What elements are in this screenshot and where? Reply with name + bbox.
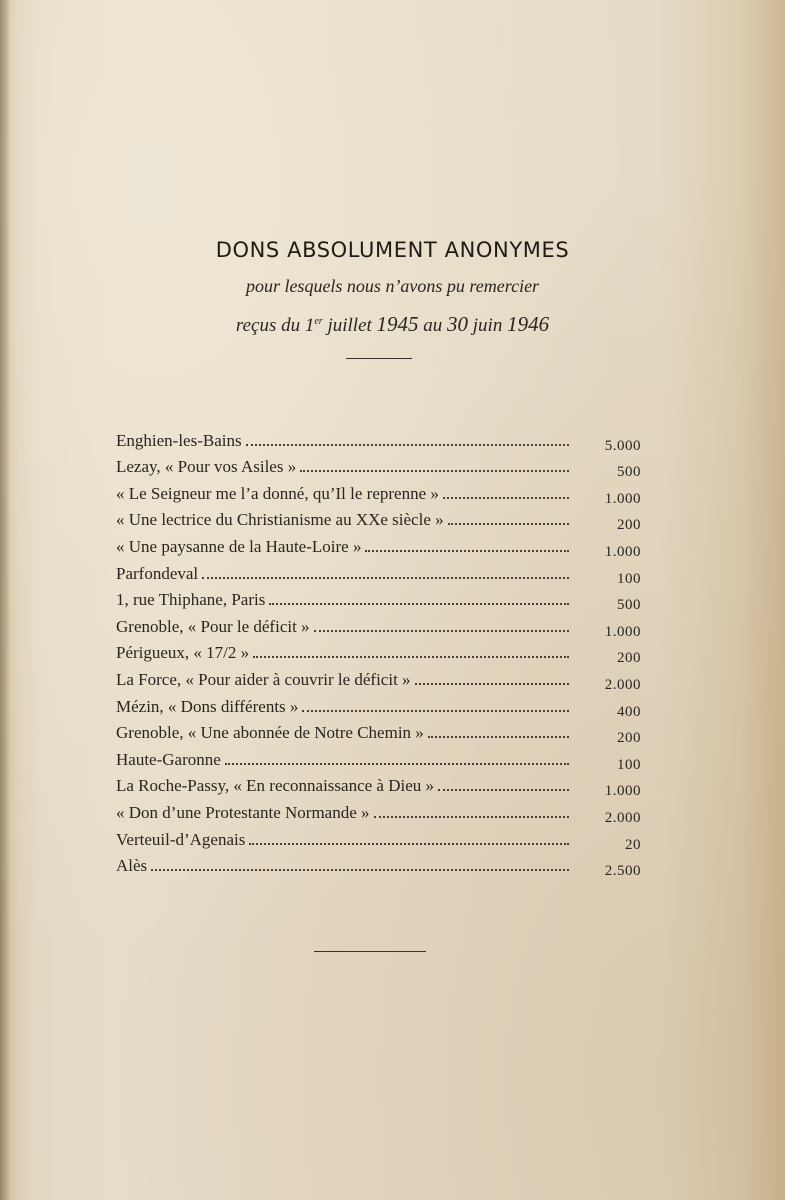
list-item xyxy=(116,717,641,747)
donation-amount: 400 xyxy=(617,703,641,720)
donation-label: Mézin, « Dons différents » xyxy=(116,696,299,716)
list-item xyxy=(116,850,641,880)
donation-label: Périgueux, « 17/2 » xyxy=(116,643,250,663)
page-binding-edge xyxy=(0,0,10,1200)
dot-leader xyxy=(302,710,569,712)
subtitle-month-2: juin xyxy=(472,315,503,336)
dot-leader xyxy=(314,630,569,632)
list-item xyxy=(116,584,641,614)
dot-leader xyxy=(365,550,569,552)
donation-label: « Le Seigneur me l’a donné, qu’Il le reprenne » xyxy=(116,483,439,503)
donation-label: La Force, « Pour aider à couvrir le déficit » xyxy=(116,669,411,689)
donation-amount: 2.000 xyxy=(604,676,641,693)
bottom-divider xyxy=(314,951,426,952)
donation-amount: 2.500 xyxy=(604,863,641,880)
donation-amount: 500 xyxy=(617,597,641,614)
donation-label: « Une lectrice du Christianisme au XXe siècle » xyxy=(116,510,444,530)
subtitle-line-1: pour lesquels nous n’avons pu remercier xyxy=(245,276,540,296)
subtitle-year-1: 1945 xyxy=(376,312,419,336)
subtitle-year-2: 1946 xyxy=(507,312,550,336)
dot-leader xyxy=(443,497,569,499)
donation-label: Verteuil-d’Agenais xyxy=(116,829,246,849)
donation-amount: 100 xyxy=(617,756,641,773)
donation-amount: 20 xyxy=(625,836,641,853)
donation-label: Alès xyxy=(116,856,148,876)
list-item xyxy=(116,610,641,640)
list-item xyxy=(116,823,641,853)
dot-leader xyxy=(253,656,569,658)
list-item xyxy=(116,796,641,826)
dot-leader xyxy=(246,444,569,446)
list-item xyxy=(116,451,641,481)
list-item xyxy=(116,477,641,507)
subtitle-month-1: juillet xyxy=(327,315,372,336)
donation-amount: 1.000 xyxy=(604,490,641,507)
donation-amount: 100 xyxy=(617,570,641,587)
donation-amount: 5.000 xyxy=(604,437,641,454)
donation-label: Grenoble, « Pour le déficit » xyxy=(116,616,310,636)
list-item xyxy=(116,663,641,693)
list-item xyxy=(116,530,641,560)
donation-label: « Don d’une Protestante Normande » xyxy=(116,802,370,822)
dot-leader xyxy=(300,470,569,472)
donation-amount: 2.000 xyxy=(604,809,641,826)
donation-amount: 1.000 xyxy=(604,543,641,560)
donation-amount: 1.000 xyxy=(604,623,641,640)
page-title: DONS ABSOLUMENT ANONYMES xyxy=(215,238,570,262)
donation-label: « Une paysanne de la Haute-Loire » xyxy=(116,536,362,556)
dot-leader xyxy=(225,763,569,765)
dot-leader xyxy=(428,736,569,738)
donation-amount: 1.000 xyxy=(604,783,641,800)
dot-leader xyxy=(374,816,569,818)
donation-amount: 200 xyxy=(617,650,641,667)
dot-leader xyxy=(448,523,569,525)
list-item xyxy=(116,690,641,720)
subtitle-date-superscript: er xyxy=(314,316,323,327)
donation-amount: 200 xyxy=(617,517,641,534)
dot-leader xyxy=(438,789,569,791)
subtitle-date-prefix: reçus du 1 xyxy=(235,315,315,336)
dot-leader xyxy=(249,843,569,845)
donation-label: Grenoble, « Une abonnée de Notre Chemin » xyxy=(116,723,424,743)
donation-label: Lezay, « Pour vos Asiles » xyxy=(116,457,297,477)
top-divider xyxy=(346,358,412,359)
list-item xyxy=(116,557,641,587)
donations-list xyxy=(116,424,641,880)
dot-leader xyxy=(415,683,569,685)
subtitle-au: au xyxy=(423,315,443,336)
dot-leader xyxy=(202,577,569,579)
list-item xyxy=(116,743,641,773)
subtitle-line-2 xyxy=(0,312,785,337)
donation-label: 1, rue Thiphane, Paris xyxy=(116,590,266,610)
list-item xyxy=(116,637,641,667)
dot-leader xyxy=(269,603,569,605)
list-item xyxy=(116,424,641,454)
donation-label: La Roche-Passy, « En reconnaissance à Dieu » xyxy=(116,776,435,796)
donation-amount: 500 xyxy=(617,464,641,481)
list-item xyxy=(116,770,641,800)
donation-label: Haute-Garonne xyxy=(116,749,221,769)
donation-label: Parfondeval xyxy=(116,563,199,583)
dot-leader xyxy=(151,869,569,871)
donation-amount: 200 xyxy=(617,730,641,747)
donation-label: Enghien-les-Bains xyxy=(116,430,242,450)
list-item xyxy=(116,504,641,534)
subtitle-day-2: 30 xyxy=(447,312,469,336)
